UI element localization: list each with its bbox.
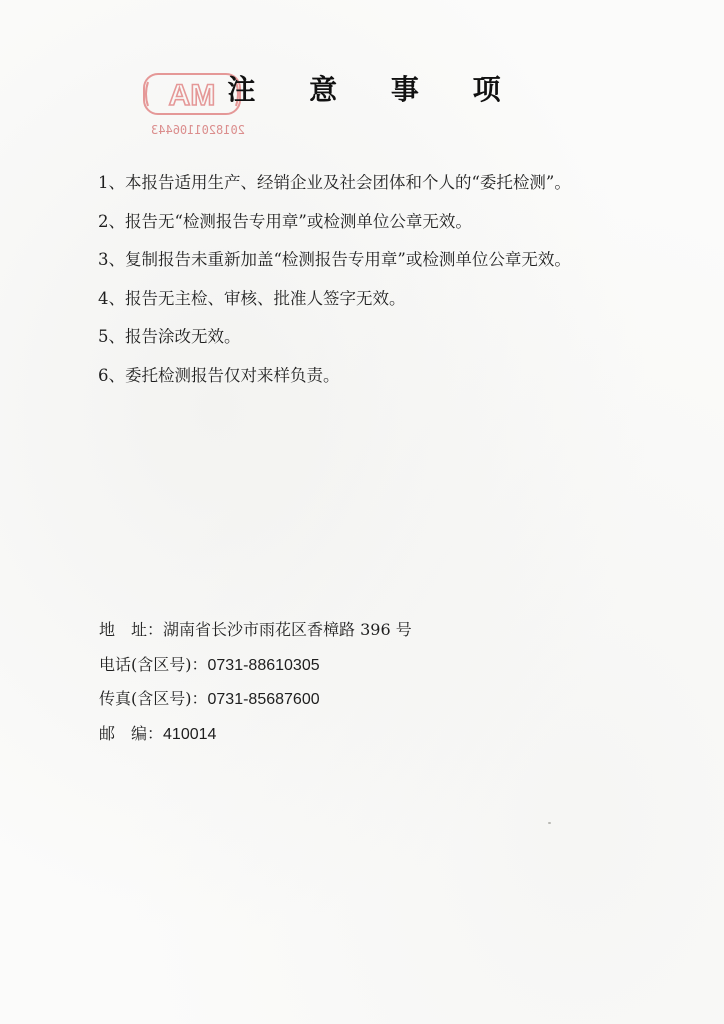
phone-label: 电话(含区号)： <box>99 654 208 674</box>
notice-item-4: 4、报告无主检、审核、批准人签字无效。 <box>98 288 406 308</box>
postcode-row <box>99 723 659 758</box>
notice-item-6: 6、委托检测报告仅对来样负责。 <box>98 365 340 385</box>
stamp-serial-number: 2018201106443 <box>151 123 245 137</box>
page-title: 注 意 事 项 <box>227 73 523 106</box>
phone-row <box>99 654 659 689</box>
stamp-logo-text: AM <box>168 79 216 112</box>
contact-info <box>99 619 659 758</box>
address-row <box>99 619 659 654</box>
phone-value: 0731-88610305 <box>207 656 320 674</box>
fax-value: 0731-85687600 <box>207 691 320 709</box>
fax-label: 传真(含区号)： <box>99 689 208 709</box>
scan-speck <box>548 822 551 824</box>
notice-list <box>98 172 698 403</box>
notice-item-1: 1、本报告适用生产、经销企业及社会团体和个人的“委托检测”。 <box>98 173 571 192</box>
address-label: 地 址： <box>99 620 164 639</box>
fax-row <box>99 688 659 723</box>
notice-item-5: 5、报告涂改无效。 <box>98 327 241 346</box>
notice-item-3: 3、复制报告未重新加盖“检测报告专用章”或检测单位公章无效。 <box>98 250 571 269</box>
address-value: 湖南省长沙市雨花区香樟路 396 号 <box>163 620 412 639</box>
notice-item-2: 2、报告无“检测报告专用章”或检测单位公章无效。 <box>98 211 472 231</box>
postcode-value: 410014 <box>163 726 217 744</box>
postcode-label: 邮 编： <box>99 724 164 744</box>
